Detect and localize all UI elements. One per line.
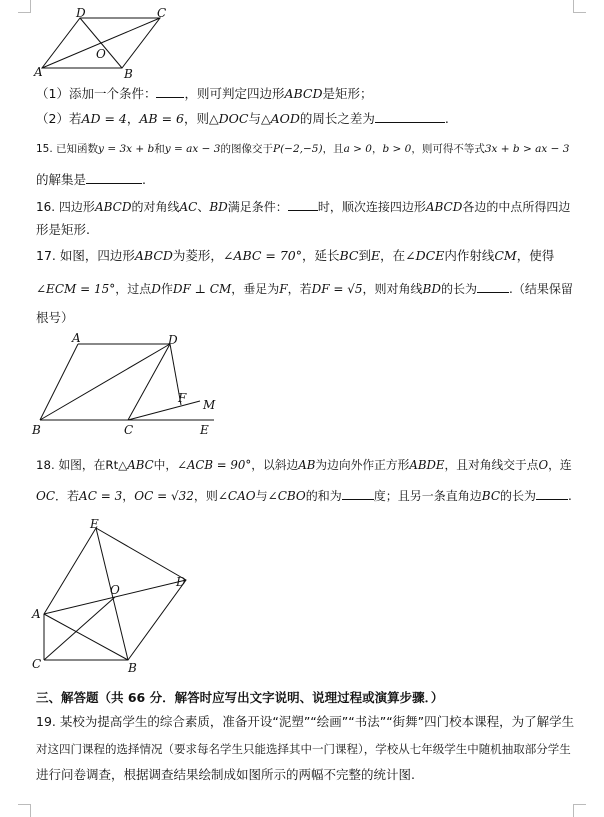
q17-line2	[36, 279, 573, 298]
q18-l2-b: ，则	[193, 489, 218, 503]
q15-point: P(−2,−5)	[273, 143, 323, 155]
q18-o: O	[538, 458, 549, 472]
fig3-label-o: O	[110, 583, 120, 597]
q18-l2-ac: AC = 3	[79, 489, 123, 503]
q17-l2-d2: ，若	[287, 282, 312, 296]
fig1-label-c: C	[157, 8, 167, 20]
crop-mark-bottom-left	[18, 804, 31, 817]
q19-line3: 进行问卷调查，根据调查结果绘制成如图所示的两幅不完整的统计图.	[36, 767, 415, 782]
q17-g: ，使得	[516, 248, 555, 263]
fig2-label-f: F	[178, 391, 187, 405]
q18-c: ，以斜边	[251, 458, 299, 472]
q15-b: 和	[154, 143, 165, 155]
q18-angle: ∠ACB = 90°	[177, 458, 252, 472]
q17-l2-d: D	[151, 282, 161, 296]
q16-bd: BD	[209, 200, 228, 214]
q15-f1: y = 3x + b	[98, 143, 155, 155]
q14-p1-end: 是矩形；	[322, 86, 373, 101]
crop-mark-bottom-right	[573, 804, 586, 817]
q16-line1	[36, 197, 570, 216]
q18-abc: ABC	[127, 458, 154, 472]
q15-a: 已知函数	[56, 143, 99, 155]
q18-l2-d: 的和为	[305, 489, 342, 503]
q18-l2-c: 与	[255, 489, 268, 503]
fig2-label-c: C	[124, 423, 134, 437]
q17-l2-b: 作	[160, 282, 173, 296]
q14-p2-end: .	[444, 111, 449, 126]
q18-answer-blank-1[interactable]	[342, 486, 374, 500]
q17-l2-bd: BD	[422, 282, 441, 296]
q17-l2-c: ，垂足为	[231, 282, 280, 296]
q18-l2-e: 度；且另一条直角边	[373, 489, 482, 503]
q14-part2	[36, 109, 449, 128]
fig1-label-b: B	[124, 67, 133, 81]
fig3-label-e: E	[90, 517, 99, 531]
q17-bc: BC	[339, 248, 359, 263]
q14-p2-t1: DOC	[218, 111, 249, 126]
q15-end: .	[142, 172, 146, 187]
figure-rhombus-abcd	[28, 332, 228, 440]
q18-ab: AB	[298, 458, 316, 472]
q16-d: 满足条件：	[227, 200, 288, 214]
q15-f: ，则可得不等式	[411, 143, 485, 155]
q15-f2: y = ax − 3	[164, 143, 221, 155]
q17-line1	[36, 247, 554, 265]
q14-p1-quad: ABCD	[284, 86, 323, 101]
q14-p2-t2: AOD	[270, 111, 300, 126]
q15-d: ，且	[322, 143, 344, 155]
q17-cm: CM	[494, 248, 517, 263]
q17-e-point: E	[371, 248, 381, 263]
q14-p2-a: （2）若	[36, 111, 82, 126]
figure-square-abde	[28, 516, 198, 672]
q16-number: 16.	[36, 200, 56, 214]
q16-answer-blank[interactable]	[288, 197, 318, 211]
section-3-heading: 三、解答题（共 66 分．解答时应写出文字说明、说理过程或演算步骤．）	[36, 690, 444, 705]
q18-line1	[36, 456, 572, 474]
q18-answer-blank-2[interactable]	[536, 486, 568, 500]
q17-answer-blank[interactable]	[477, 279, 509, 293]
q16-quad2: ABCD	[425, 200, 463, 214]
q16-f: 各边的中点所得四边	[462, 200, 571, 214]
q15-number: 15.	[36, 143, 53, 155]
q18-b: 中，	[153, 458, 178, 472]
q18-e: ，且对角线交于点	[444, 458, 539, 472]
q19-line2: 对这四门课程的选择情况（要求每名学生只能选择其中一门课程），学校从七年级学生中随机抽取部分学生	[36, 742, 571, 756]
q18-number: 18.	[36, 458, 55, 472]
q16-c: 、	[197, 200, 210, 214]
q17-c: ，延长	[302, 248, 340, 263]
q17-quad: ABCD	[134, 248, 173, 263]
q15-line1	[36, 140, 569, 158]
q15-line2-text: 的解集是	[36, 172, 87, 187]
q17-d: 到	[358, 248, 372, 263]
q14-p2-sep: ，	[126, 111, 140, 126]
q14-answer-blank-2[interactable]	[375, 109, 445, 123]
fig1-label-a: A	[34, 65, 43, 79]
q14-p2-ab: AB = 6	[139, 111, 184, 126]
q18-d: 为边向外作正方形	[315, 458, 410, 472]
q15-cond1: a > 0	[343, 143, 372, 155]
q14-part1	[36, 84, 373, 103]
q16-ac: AC	[179, 200, 198, 214]
q18-l2-sep: ，	[122, 489, 135, 503]
q17-l2-perp: DF ⊥ CM	[172, 282, 232, 296]
q19-line1: 19. 某校为提高学生的综合素质，准备开设“泥塑”“绘画”“书法”“街舞”四门校本课程，为了解学生	[36, 714, 575, 729]
fig1-label-o: O	[96, 47, 106, 61]
q15-e: ，	[371, 143, 383, 155]
q17-number: 17.	[36, 248, 56, 263]
q17-f: 内作射线	[444, 248, 495, 263]
q18-l2-bc: BC	[481, 489, 501, 503]
fig3-label-b: B	[128, 661, 137, 672]
q17-line3	[36, 309, 74, 327]
q17-e: ，在	[380, 248, 406, 263]
q14-p2-b: ，则△	[184, 111, 219, 126]
q15-inequality: 3x + b > ax − 3	[484, 143, 570, 155]
q14-p2-c: 与△	[248, 111, 271, 126]
q18-l2-angle1: ∠CAO	[217, 489, 256, 503]
fig3-label-c: C	[32, 657, 42, 671]
q16-e: 时，顺次连接四边形	[317, 200, 426, 214]
q16-b: 的对角线	[131, 200, 180, 214]
q18-square: ABDE	[409, 458, 445, 472]
q17-l2-f: F	[279, 282, 288, 296]
q17-angle2: ∠DCE	[405, 248, 445, 263]
fig2-label-b: B	[32, 423, 41, 437]
figure-parallelogram-abcd	[30, 8, 180, 82]
q17-l2-g: 的长为	[441, 282, 478, 296]
q14-p2-d: 的周长之差为	[299, 111, 375, 126]
fig3-label-a: A	[32, 607, 41, 621]
q17-line3-text: 根号）	[36, 310, 74, 325]
q18-a: 如图，在Rt△	[58, 458, 128, 472]
q14-p1-suffix: ，则可判定四边形	[184, 86, 285, 101]
crop-mark-top-right	[573, 0, 586, 13]
fig3-label-d: D	[176, 575, 186, 589]
q14-p2-ad: AD = 4	[81, 111, 127, 126]
q17-l2-end: .（结果保留	[509, 282, 573, 296]
q15-cond2: b > 0	[382, 143, 412, 155]
fig2-label-a: A	[72, 332, 81, 345]
q16-line2	[36, 221, 90, 239]
q15-c: 的图像交于	[220, 143, 273, 155]
q18-line2	[36, 486, 572, 505]
q16-line2-text: 形是矩形.	[36, 222, 90, 237]
q16-quad: ABCD	[94, 200, 132, 214]
q17-angle1: ∠ABC = 70°	[222, 248, 302, 263]
q17-l2-a: ，过点	[115, 282, 152, 296]
q17-a: 如图，四边形	[59, 248, 135, 263]
fig2-label-m: M	[203, 398, 216, 412]
q18-f: ，连	[548, 458, 572, 472]
q16-a: 四边形	[58, 200, 95, 214]
fig1-label-d: D	[76, 8, 86, 20]
q15-answer-blank[interactable]	[86, 170, 142, 184]
q18-l2-end: .	[568, 489, 572, 503]
q17-l2-angle: ∠ECM = 15°	[36, 282, 116, 296]
q18-l2-a: ．若	[55, 489, 80, 503]
q18-l2-angle2: ∠CBO	[267, 489, 306, 503]
q18-l2-f: 的长为	[500, 489, 537, 503]
q18-l2-oc2: OC = √32	[134, 489, 194, 503]
fig2-label-d: D	[168, 333, 178, 347]
q17-l2-e: ，则对角线	[362, 282, 423, 296]
q17-l2-df: DF = √5	[311, 282, 363, 296]
q17-b: 为菱形，	[172, 248, 223, 263]
q15-line2	[36, 170, 146, 189]
q14-p1-prefix: （1）添加一个条件：	[36, 86, 157, 101]
fig2-label-e: E	[200, 423, 209, 437]
q14-answer-blank-1[interactable]	[156, 84, 184, 98]
q18-l2-oc: OC	[36, 489, 56, 503]
